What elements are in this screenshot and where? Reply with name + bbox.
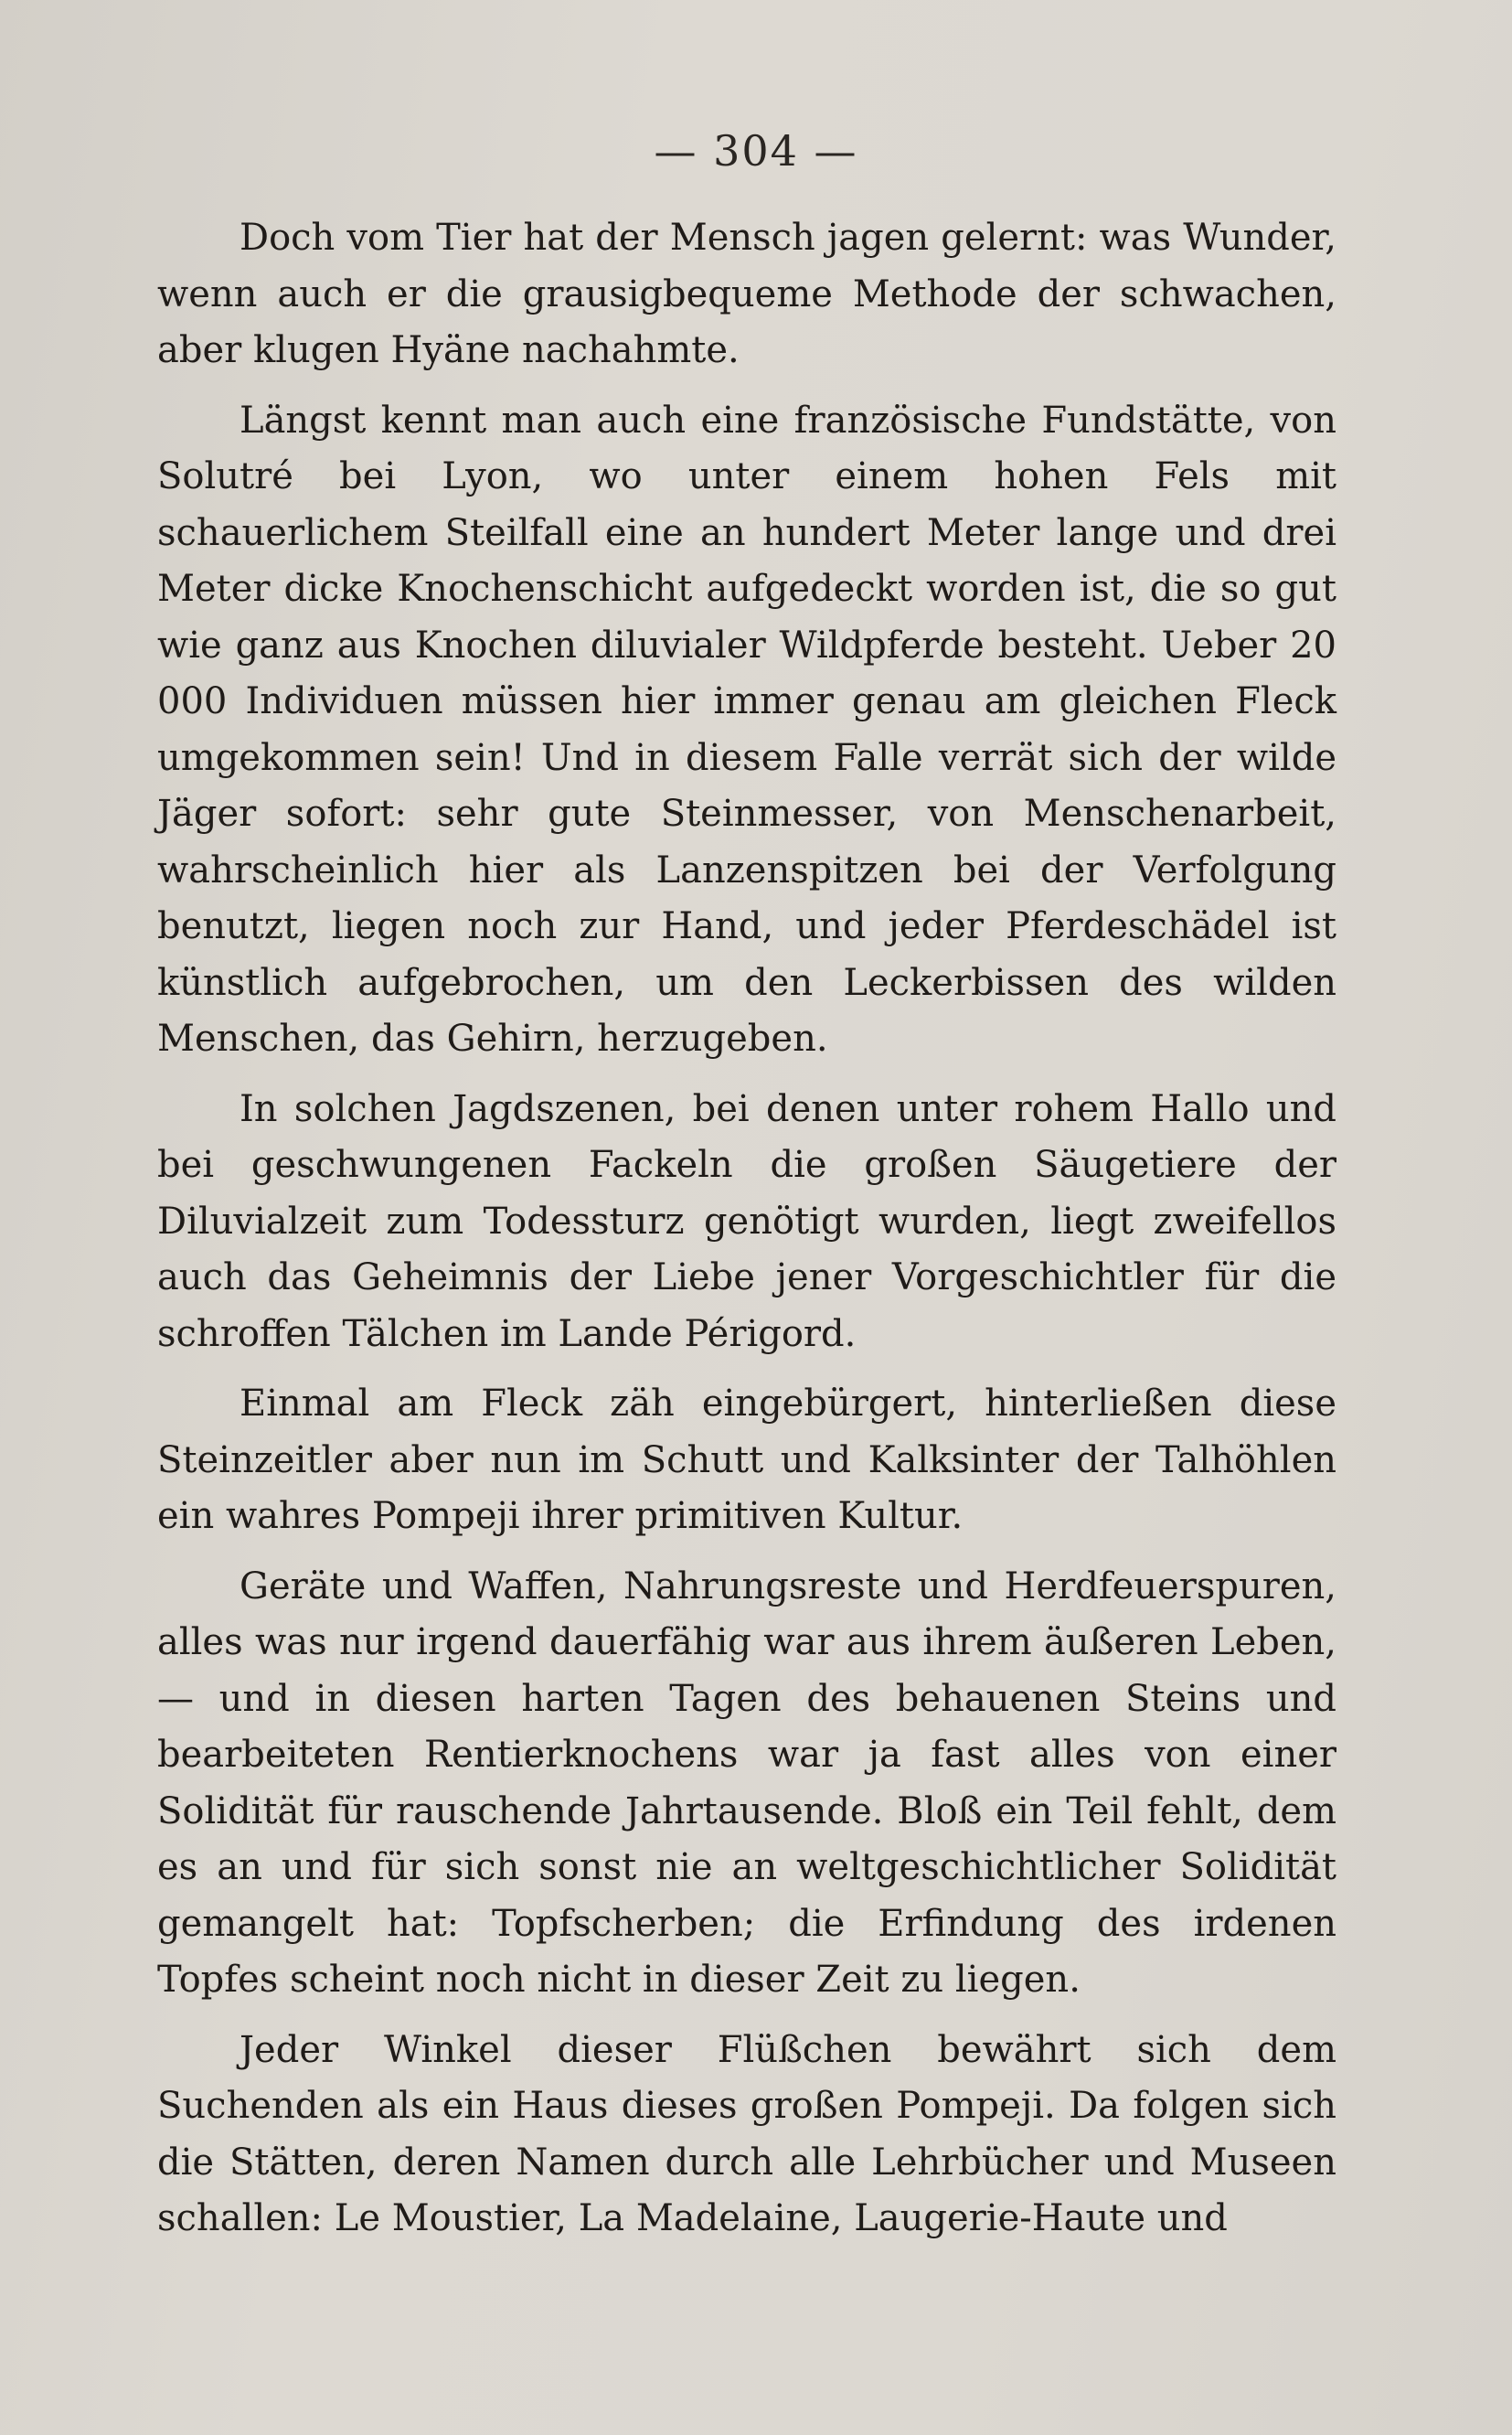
- page-number: — 304 —: [654, 126, 858, 176]
- body-text: [157, 210, 1336, 2261]
- paragraph: Geräte und Waffen, Nahrungsreste und Herdfeuerspuren, alles was nur irgend dauerfähig war aus ihrem äußeren Leben, — und in diesen harten Tagen des behauenen Steins und bearbeiteten Rentierknochens war ja fast alles von einer Solidität für rauschende Jahrtausende. Bloß ein Teil fehlt, dem es an und für sich sonst nie an weltgeschichtlicher Solidität gemangelt hat: Topfscherben; die Erfindung des irdenen Topfes scheint noch nicht in dieser Zeit zu liegen.: [157, 1565, 1336, 2001]
- paragraph: Einmal am Fleck zäh eingebürgert, hinterließen diese Steinzeitler aber nun im Schutt und Kalksinter der Talhöhlen ein wahres Pompeji ihrer primitiven Kultur.: [157, 1383, 1336, 1537]
- paragraph: Längst kennt man auch eine französische Fundstätte, von Solutré bei Lyon, wo unter einem hohen Fels mit schauerlichem Steilfall eine an hundert Meter lange und drei Meter dicke Knochenschicht aufgedeckt worden ist, die so gut wie ganz aus Knochen diluvialer Wildpferde besteht. Ueber 20 000 Individuen müssen hier immer genau am gleichen Fleck umgekommen sein! Und in diesem Falle verrät sich der wilde Jäger sofort: sehr gute Steinmesser, von Menschenarbeit, wahrscheinlich hier als Lanzenspitzen bei der Verfolgung benutzt, liegen noch zur Hand, und jeder Pferdeschädel ist künstlich aufgebrochen, um den Leckerbissen des wilden Menschen, das Gehirn, herzugeben.: [157, 399, 1336, 1060]
- paragraph: Doch vom Tier hat der Mensch jagen gelernt: was Wunder, wenn auch er die grausigbequeme Methode der schwachen, aber klugen Hyäne nachahmte.: [157, 217, 1336, 371]
- paragraph: Jeder Winkel dieser Flüßchen bewährt sich dem Suchenden als ein Haus dieses großen Pompeji. Da folgen sich die Stätten, deren Namen durch alle Lehrbücher und Museen schallen: Le Moustier, La Madelaine, Laugerie-Haute und: [157, 2028, 1336, 2239]
- paragraph: In solchen Jagdszenen, bei denen unter rohem Hallo und bei geschwungenen Fackeln die großen Säugetiere der Diluvialzeit zum Todessturz genötigt wurden, liegt zweifellos auch das Geheimnis der Liebe jener Vorgeschichtler für die schroffen Tälchen im Lande Périgord.: [157, 1087, 1336, 1355]
